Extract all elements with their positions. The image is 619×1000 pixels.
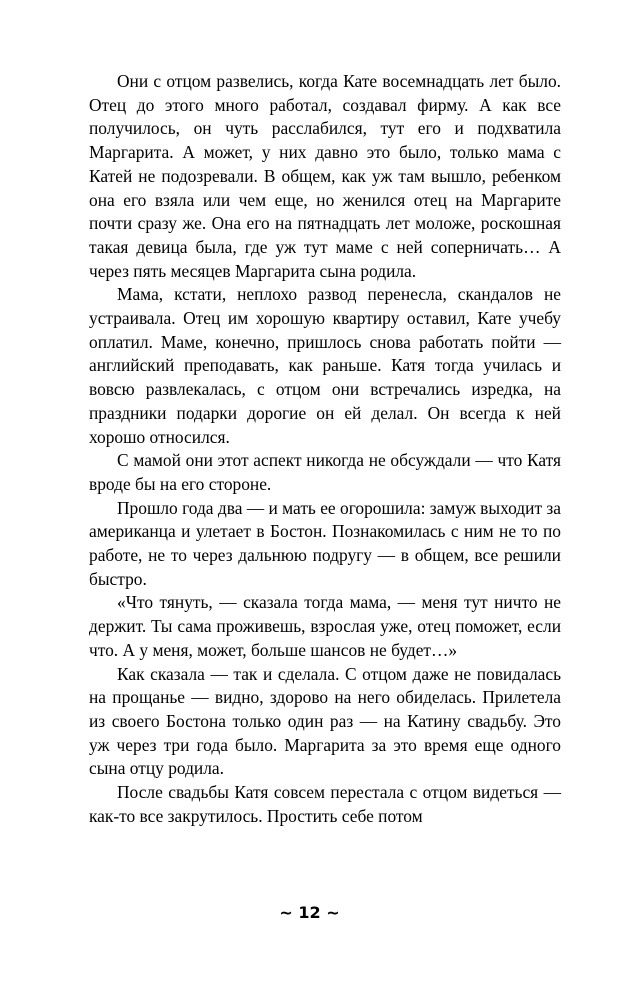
paragraph-4: Прошло года два — и мать ее огорошила: замуж выходит за американца и улетает в Бостон. Познакомилась с ним не то по работе, не то через дальнюю подругу — в общем, все решили быстро. <box>89 497 561 589</box>
paragraph-7: После свадьбы Катя совсем перестала с отцом видеться — как-то все закрутилось. Простить себе потом <box>89 782 561 826</box>
paragraph-3: С мамой они этот аспект никогда не обсуждали — что Катя вроде бы на его стороне. <box>89 450 561 494</box>
page-number: ~ 12 ~ <box>279 903 340 922</box>
paragraph-2: Мама, кстати, неплохо развод перенесла, скандалов не устраивала. Отец им хорошую квартиру оставил, Кате учебу оплатил. Маме, конечно, пришлось снова работать пойти — английский преподавать, как раньше. Катя тогда училась и вовсю развлекалась, с отцом они встречались изредка, на праздники подарки дорогие он ей делал. Он всегда к ней хорошо относился. <box>89 284 561 447</box>
paragraph-1: Они с отцом развелись, когда Кате восемнадцать лет было. Отец до этого много работал, создавал фирму. А как все получилось, он чуть расслабился, тут его и подхватила Маргарита. А может, у них давно это было, только мама с Катей не подозревали. В общем, как уж там вышло, ребенком она его взяла или чем еще, но женился отец на Маргарите почти сразу же. Она его на пятнадцать лет моложе, роскошная такая девица была, где уж тут маме с ней соперничать… А через пять месяцев Маргарита сына родила. <box>89 71 561 281</box>
page-text <box>89 70 561 829</box>
paragraph-6: Как сказала — так и сделала. С отцом даже не повидалась на прощанье — видно, здорово на него обиделась. Прилетела из своего Бостона только один раз — на Катину свадьбу. Это уж через три года было. Маргарита за это время еще одного сына отцу родила. <box>89 663 561 779</box>
paragraph-5: «Что тянуть, — сказала тогда мама, — меня тут ничто не держит. Ты сама проживешь, взрослая уже, отец поможет, если что. А у меня, может, больше шансов не будет…» <box>89 592 561 660</box>
